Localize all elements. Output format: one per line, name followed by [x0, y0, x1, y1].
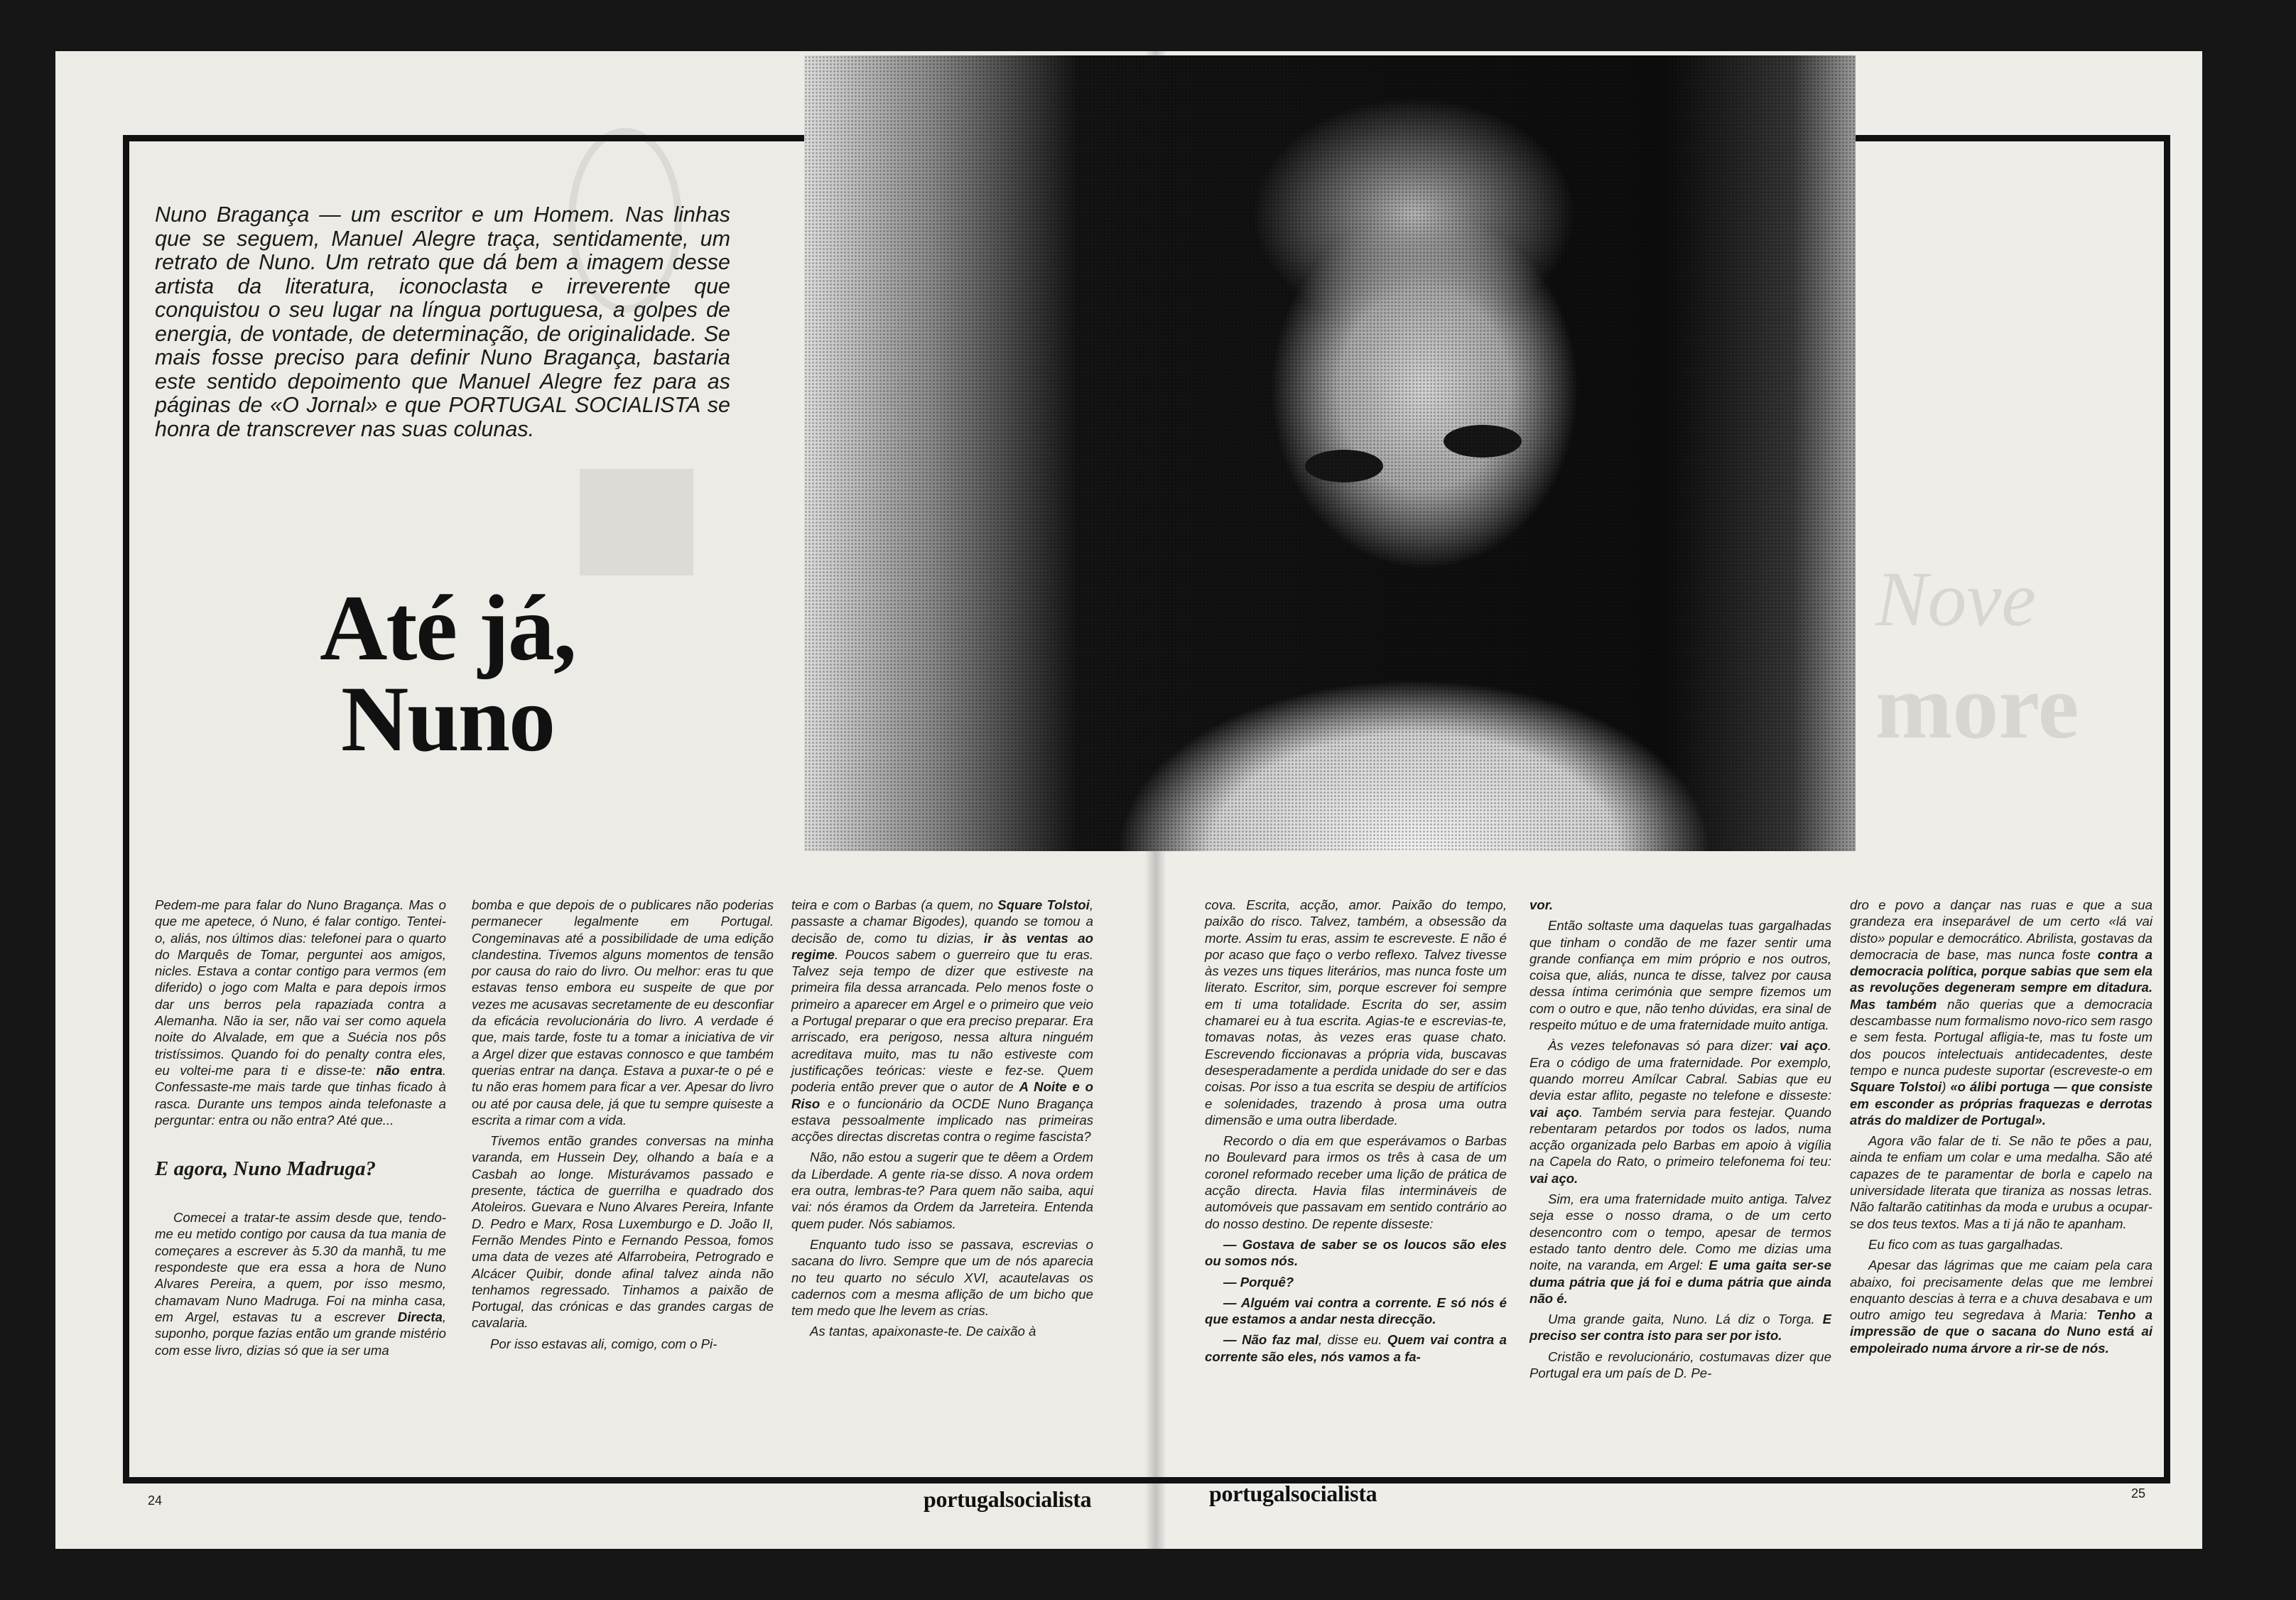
paragraph: Enquanto tudo isso se passava, escrevias o sacana do livro. Sempre que um de nós aparecia no teu quarto no século XVI, acautelavas os cadernos com a mesma aflição de um bicho que tem medo que lhe levem as crias.: [791, 1236, 1093, 1319]
paragraph: Por isso estavas ali, comigo, com o Pi-: [490, 1336, 718, 1351]
intro-text: Nuno Bragança — um escritor e um Homem. Nas linhas que se seguem, Manuel Alegre traça, sentidamente, um retrato de Nuno. Um retrato que dá bem a imagem desse artista da literatura, iconoclasta e irreverente que conquistou o seu lugar na língua portuguesa, a golpes de energia, de vontade, de determinação, de originalidade. Se mais fosse preciso para definir Nuno Bragança, bastaria este sentido depoimento que Manuel Alegre fez para as páginas de «O Jornal» e que PORTUGAL SOCIALISTA se honra de transcrever nas suas colunas.: [155, 202, 730, 441]
frame-top-left: [123, 135, 805, 141]
article-column-2: [472, 897, 774, 1356]
paragraph: — Alguém vai contra a corrente. E só nós é que estamos a andar nesta direcção.: [1205, 1294, 1507, 1327]
paragraph: bomba e que depois de o publicares não poderias permanecer legalmente em Portugal. Congeminavas até a possibilidade de uma edição clandestina. Tivemos alguns momentos de tensão por causa do raio do livro. Ou melhor: eras tu que estavas tenso embora eu suspeite de que por vezes me acusavas secretamente de eu desconfiar da eficácia revolucionária do livro. A verdade é que, mais tarde, foste tu a tomar a iniciativa de vir a Argel dizer que estavas connosco e que também querias entrar na dança. Estava a puxar-te o pé e tu não eras homem para ficar a ver. Apesar do livro ou até por causa dele, já que tu sempre quiseste a escrita a rimar com a vida.: [472, 897, 774, 1128]
paragraph: teira e com o Barbas (a quem, no Square Tolstoi, passaste a chamar Bigodes), quando se tomou a decisão de, como tu dizias, ir às ventas ao regime. Poucos sabem o guerreiro que tu eras. Talvez seja tempo de dizer que estiveste na primeira fila dessa arrancada. Pelo menos foste o primeiro a aparecer em Argel e o primeiro que veio a Portugal preparar o que era preciso preparar. Era arriscado, era perigoso, nessa altura ninguém acreditava muito, mas tu não estiveste com justificações teóricas: vieste e fez-se. Quem poderia então prever que o autor de A Noite e o Riso e o funcionário da OCDE Nuno Bragança estava pessoalmente implicado nas primeiras acções directas discretas contra o regime fascista?: [791, 897, 1093, 1145]
article-column-6: [1850, 897, 2152, 1361]
paragraph: dro e povo a dançar nas ruas e que a sua grandeza era inseparável de um certo «lá vai disto» popular e democrático. Abrilista, gostavas da democracia de base, mas nunca foste contra a democracia política, porque sabias que sem ela as revoluções degeneram sempre em ditadura. Mas também não querias que a democracia descambasse num formalismo novo-rico sem rasgo e sem festa. Portugal afligia-te, mas tu foste um dos poucos intelectuais antidecadentes, deste tempo e nunca pudeste suportar (escreveste-o em Square Tolstoi) «o álibi portuga — que consiste em esconder as próprias fraquezas e derrotas atrás do maldizer de Portugal».: [1850, 897, 2153, 1128]
photo-eye: [1444, 425, 1522, 458]
paragraph: vor.: [1529, 897, 1554, 912]
paragraph: — Não faz mal, disse eu. Quem vai contra a corrente são eles, nós vamos a fa-: [1205, 1332, 1507, 1364]
paragraph: cova. Escrita, acção, amor. Paixão do tempo, paixão do risco. Talvez, também, a obsessão da morte. Assim tu eras, assim te escreveste. E não é por acaso que faço o verbo reflexo. Talvez tivesse às vezes uns tiques literários, mas nunca foste um literato. Escritor, sim, porque escrever foi sempre em ti uma totalidade. Escrita do ser, assim chamarei eu à tua escrita. Agias-te e escrevias-te, tomavas notas, às vezes eras quase chato. Escrevendo ficcionavas a própria vida, buscavas desesperadamente a perdida unidade do ser e das coisas. Por isso a tua escrita se despiu de artifícios e solenidades, trazendo à prosa uma outra dimensão e uma outra liberdade.: [1205, 897, 1507, 1128]
paragraph: As tantas, apaixonaste-te. De caixão à: [810, 1324, 1036, 1339]
frame-left: [123, 135, 129, 1483]
paragraph: Recordo o dia em que esperávamos o Barbas no Boulevard para irmos os três à casa de um coronel reformado receber uma lição de prática de acção directa. Havia filas intermináveis de automóveis que passavam em sentido contrário ao do nosso destino. De repente disseste:: [1205, 1133, 1507, 1231]
article-column-4: [1205, 897, 1507, 1369]
headline: [234, 575, 661, 771]
paragraph: — Gostava de saber se os loucos são eles ou somos nós.: [1205, 1236, 1507, 1269]
paragraph: Tivemos então grandes conversas na minha varanda, em Hussein Dey, olhando a baía e a Casbah ao longe. Misturávamos passado e presente, táctica de guerrilha e quadrado dos Atoleiros. Guevara e Nuno Alvares Pereira, Infante D. Pedro e Marx, Rosa Luxemburgo e D. João II, Fernão Mendes Pinto e Fernando Pessoa, fomos uma data de vezes até Alfarrobeira, Petrogrado e Alcácer Quibir, donde afinal talvez ainda não tenhamos regressado. Tinhamos a paixão de Portugal, das crónicas e das grandes cargas de cavalaria.: [472, 1133, 774, 1331]
photo-eye: [1305, 450, 1383, 482]
paragraph: Não, não estou a sugerir que te dêem a Ordem da Liberdade. A gente ria-se disso. A nova ordem era outra, lembras-te? Para quem não saiba, aqui vai: nós éramos da Ordem da Jarreteira. Entenda quem puder. Nós sabiamos.: [791, 1150, 1093, 1231]
paragraph: Então soltaste uma daquelas tuas gargalhadas que tinham o condão de me fazer sentir uma grande confiança em mim próprio e nos outros, coisa que, aliás, nunca te disse, talvez por causa dessa íntima cerimónia que sempre fizemos um com o outro e que, não tenho dúvidas, era sinal de respeito mútuo e de uma fraternidade muito antiga.: [1529, 918, 1831, 1033]
headline-line-2: Nuno: [340, 666, 555, 771]
paragraph: Uma grande gaita, Nuno. Lá diz o Torga. E preciso ser contra isto para ser por isto.: [1529, 1312, 1831, 1344]
headline-line-1: Até já,: [320, 575, 575, 680]
paragraph: Cristão e revolucionário, costumavas dizer que Portugal era um país de D. Pe-: [1529, 1348, 1831, 1381]
paragraph: Agora vão falar de ti. Se não te pões a pau, ainda te enfiam um colar e uma medalha. São até capazes de te paramentar de borla e capelo na universidade literata que tiraniza as nossas letras. Não faltarão catitinhas da moda e urubus a ocupar-se dos teus textos. Mas a ti já não te apanham.: [1850, 1133, 2152, 1231]
article-column-1: [155, 897, 446, 1363]
show-through-text: Nove: [1875, 556, 2037, 642]
subheading: E agora, Nuno Madruga?: [155, 1157, 377, 1181]
paragraph: Sim, era uma fraternidade muito antiga. Talvez seja esse o nosso drama, o de um certo desencontro com o tempo, apesar de termos estado tanto dentro dele. Como me dizias uma noite, na varanda, em Argel: E uma gaita ser-se duma pátria que já foi e duma pátria que ainda não é.: [1529, 1191, 1831, 1306]
portrait-photo: [804, 55, 1856, 851]
show-through-graphic: [580, 469, 693, 575]
page-number-left: 24: [148, 1493, 163, 1508]
frame-bottom: [123, 1477, 2170, 1483]
footer-masthead-right: portugalsocialista: [1209, 1481, 1377, 1506]
paragraph: Eu fico com as tuas gargalhadas.: [1868, 1236, 2064, 1252]
paragraph: Apesar das lágrimas que me caiam pela cara abaixo, foi precisamente delas que me lembrei enquanto descias à terra e a chuva desabava e um outro amigo teu segredava à Maria: Tenho a impressão de que o sacana do Nuno está ai empoleirado numa árvore a rir-se de nós.: [1850, 1258, 2153, 1356]
show-through-text: more: [1875, 656, 2079, 758]
footer-masthead-left: portugalsocialista: [924, 1486, 1092, 1512]
paragraph: Às vezes telefonavas só para dizer: vai aço. Era o código de uma fraternidade. Por exemplo, quando morreu Amílcar Cabral. Sabias que eu devia estar aflito, pegaste no telefone e disseste: vai aço. Também servia para festejar. Quando rebentaram petardos por todos os lados, numa acção organizada pelo Barbas em apoio à vigília na Capela do Rato, o primeiro telefonema foi teu: vai aço.: [1529, 1038, 1832, 1186]
page-number-right: 25: [2131, 1486, 2146, 1501]
paragraph: Pedem-me para falar do Nuno Bragança. Mas o que me apetece, ó Nuno, é falar contigo. Tentei-o, aliás, nos últimos dias: telefonei para o quarto do Marquês de Tomar, perguntei aos amigos, nicles. Estava a contar contigo para vermos (em diferido) o jogo com Malta e para depois irmos dar uns berros pela rapaziada contra a Alemanha. Não ia ser, não vai ser como aquela noite do Alvalade, em que a Suécia nos pôs tristíssimos. Quando foi do penalty contra eles, eu voltei-me para ti e disse-te: não entra. Confessaste-me mais tarde que tinhas ficado à rasca. Durante uns tempos ainda telefonaste a perguntar: entra ou não entra? Até que...: [155, 897, 446, 1128]
article-column-5: [1529, 897, 1831, 1385]
frame-top-right: [1856, 135, 2170, 141]
frame-right: [2164, 135, 2170, 1483]
paragraph: Comecei a tratar-te assim desde que, tendo-me eu metido contigo por causa da tua mania de começares a escrever às 5.30 da manhã, tu me respondeste que era essa a hora de Nuno Alvares Pereira, a quem, por isso mesmo, chamavam Nuno Madruga. Foi na minha casa, em Argel, estavas tu a escrever Directa, suponho, porque fazias então um grande mistério com esse livro, dizias só que ia ser uma: [155, 1210, 446, 1358]
article-column-3: [791, 897, 1093, 1344]
paragraph: — Porquê?: [1223, 1274, 1294, 1290]
